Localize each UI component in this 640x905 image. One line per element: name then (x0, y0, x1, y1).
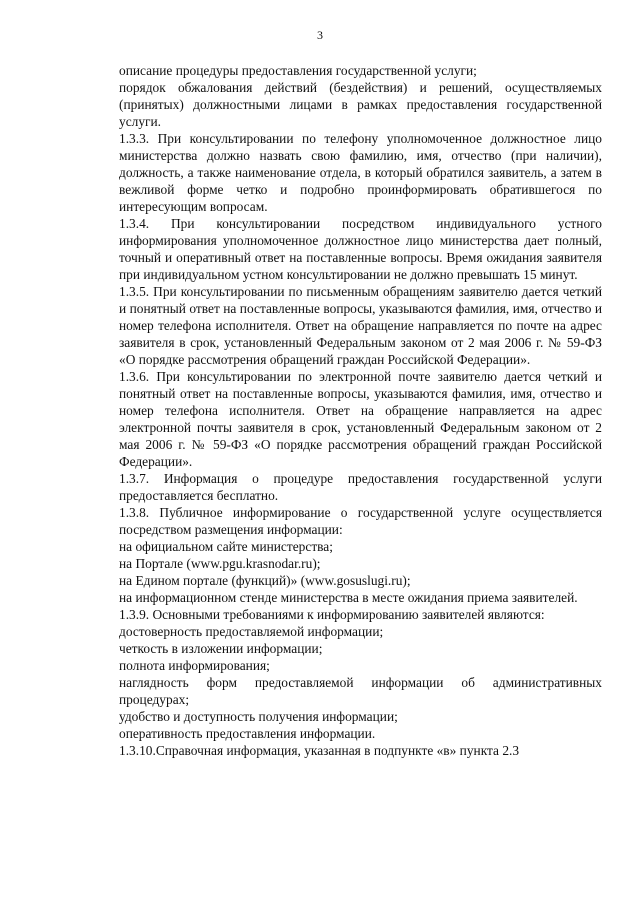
paragraph: на информационном стенде министерства в месте ожидания приема заявителей. (119, 590, 578, 605)
page-number: 3 (317, 28, 323, 42)
paragraph: оперативность предоставления информации. (119, 726, 376, 741)
paragraph: полнота информирования; (119, 658, 270, 673)
paragraph: 1.3.5. При консультировании по письменным обращениям заявителю дается четкий и понятный ответ на поставленные вопросы, указываются фамилия, имя, отчество и номер телефона исполнителя. Ответ на обращение направляется по почте на адрес заявителя в срок, установленный Федеральным законом от 2 мая 2006 г. № 59-ФЗ «О порядке рассмотрения обращений граждан Российской Федерации». (119, 284, 602, 367)
paragraph: 1.3.6. При консультировании по электронной почте заявителю дается четкий и понятный ответ на поставленные вопросы, указываются фамилия, имя, отчество и номер телефона исполнителя. Ответ на обращение направляется на адрес электронной почты заявителя в срок, установленный Федеральным законом от 2 мая 2006 г. № 59-ФЗ «О порядке рассмотрения обращений граждан Российской Федерации». (119, 369, 602, 469)
paragraph: наглядность форм предоставляемой информации об административных процедурах; (119, 675, 602, 707)
paragraph: на официальном сайте министерства; (119, 539, 333, 554)
paragraph: 1.3.4. При консультировании посредством индивидуального устного информирования уполномоченное должностное лицо министерства дает полный, точный и оперативный ответ на поставленные вопросы. Время ожидания заявителя при индивидуальном устном консультировании не должно превышать 15 минут. (119, 216, 602, 282)
paragraph: 1.3.7. Информация о процедуре предоставления государственной услуги предоставляется бесплатно. (119, 471, 602, 503)
paragraph: четкость в изложении информации; (119, 641, 323, 656)
paragraph: 1.3.8. Публичное информирование о государственной услуге осуществляется посредством размещения информации: (119, 505, 602, 537)
paragraph: достоверность предоставляемой информации; (119, 624, 384, 639)
paragraph: на Едином портале (функций)» (www.gosuslugi.ru); (119, 573, 411, 588)
paragraph: порядок обжалования действий (бездействия) и решений, осуществляемых (принятых) должностными лицами в рамках предоставления государственной услуги. (119, 80, 602, 129)
paragraph: описание процедуры предоставления государственной услуги; (119, 63, 477, 78)
paragraph: 1.3.3. При консультировании по телефону уполномоченное должностное лицо министерства должно назвать свою фамилию, имя, отчество (при наличии), должность, а также наименование отдела, в который обратился заявитель, а затем в вежливой форме четко и подробно проинформировать обратившегося по интересующим вопросам. (119, 131, 602, 214)
document-body (119, 62, 602, 759)
paragraph: удобство и доступность получения информации; (119, 709, 398, 724)
paragraph: на Портале (www.pgu.krasnodar.ru); (119, 556, 321, 571)
paragraph: 1.3.10.Справочная информация, указанная в подпункте «в» пункта 2.3 (119, 743, 520, 758)
paragraph: 1.3.9. Основными требованиями к информированию заявителей являются: (119, 607, 545, 622)
